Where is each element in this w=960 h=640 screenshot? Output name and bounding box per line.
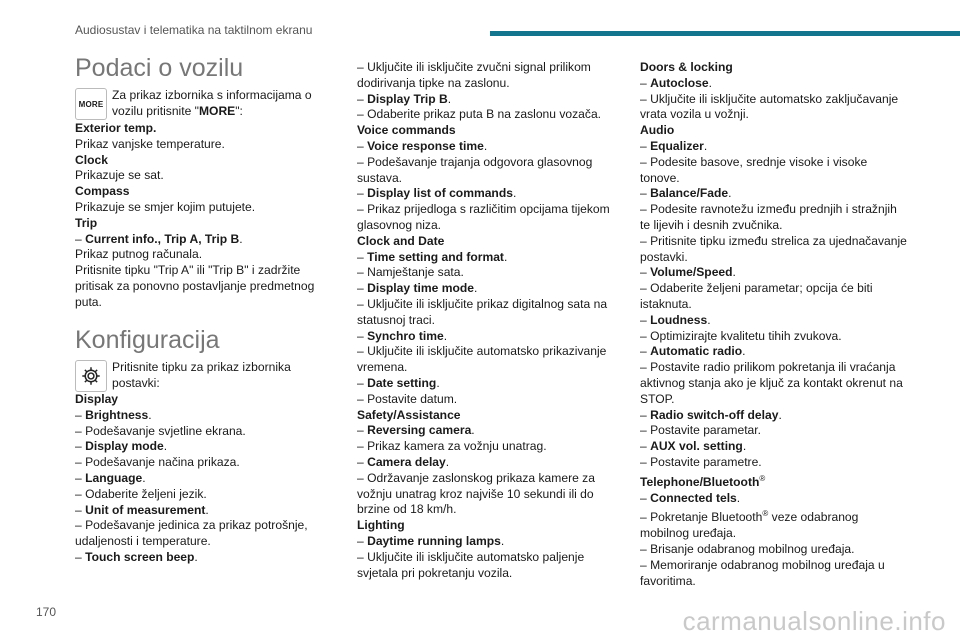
list-item: – Namještanje sata. [357, 265, 464, 280]
section-title-vehicle-info: Podaci o vozilu [75, 54, 244, 82]
list-item: – Voice response time. [357, 138, 488, 153]
list-item: Prikazuje se smjer kojim putujete. [75, 199, 256, 214]
more-icon-label: MORE [78, 99, 104, 109]
section-title-configuration: Konfiguracija [75, 326, 220, 354]
list-item: – Brisanje odabranog mobilnog uređaja. [640, 541, 855, 556]
gear-icon [75, 360, 107, 392]
running-header: Audiosustav i telematika na taktilnom ekranu [75, 23, 313, 37]
page-number: 170 [36, 605, 57, 619]
list-item: – Postavite parametar. [640, 423, 762, 438]
list-item: – Podesite basove, srednje visoke i visoke tonove. [640, 154, 868, 185]
subheading: Telephone/Bluetooth® [640, 473, 766, 489]
subheading: Compass [75, 184, 130, 199]
list-item: – Balance/Fade. [640, 186, 732, 201]
list-item: – Loudness. [640, 312, 711, 327]
list-item: – Camera delay. [357, 454, 450, 469]
list-item: – Radio switch-off delay. [640, 407, 782, 422]
subheading: Voice commands [357, 123, 456, 138]
list-item: – Odaberite željeni jezik. [75, 486, 207, 501]
list-item: – Automatic radio. [640, 344, 746, 359]
list-item: Pritisnite tipku "Trip A" ili "Trip B" i zadržite pritisak za ponovno postavljanje predmetnog puta. [75, 263, 315, 309]
list-item: – Postavite parametre. [640, 454, 762, 469]
list-item: – Display list of commands. [357, 186, 517, 201]
list-item: – Podešavanje trajanja odgovora glasovnog sustava. [357, 154, 593, 185]
list-item: – Odaberite prikaz puta B na zaslonu vozača. [357, 107, 602, 122]
list-item: – Volume/Speed. [640, 265, 736, 280]
subheading: Display [75, 392, 119, 406]
subheading: Exterior temp. [75, 121, 157, 135]
subheading: Clock and Date [357, 233, 445, 248]
more-icon [75, 88, 107, 120]
list-item: – Display time mode. [357, 281, 478, 296]
subheading: Safety/Assistance [357, 407, 461, 422]
list-item: – Prikaz kamera za vožnju unatrag. [357, 439, 547, 454]
list-item: – Podešavanje svjetline ekrana. [75, 423, 246, 438]
list-item: – Display Trip B. [357, 91, 452, 106]
list-item: – Display mode. [75, 439, 168, 454]
list-item: – Postavite datum. [357, 391, 458, 406]
list-item: – Current info., Trip A, Trip B. [75, 231, 243, 246]
list-item: – Prikaz prijedloga s različitim opcijama tijekom glasovnog niza. [357, 202, 610, 232]
list-item: – Održavanje zaslonskog prikaza kamere za vožnju unatrag kroz najviše 10 sekundi ili do brzine od 18 km/h. [357, 470, 595, 517]
list-item: – Odaberite željeni parametar; opcija će biti istaknuta. [640, 281, 873, 311]
list-item: – Touch screen beep. [75, 549, 198, 564]
column-3-list [640, 60, 908, 589]
column-2-list [357, 60, 617, 581]
subheading: Lighting [357, 518, 405, 533]
list-item: – Date setting. [357, 375, 440, 390]
list-item: – Uključite ili isključite automatsko prikazivanje vremena. [357, 344, 607, 375]
list-item: – Autoclose. [640, 75, 712, 90]
list-item: – Uključite ili isključite prikaz digitalnog sata na statusnoj traci. [357, 296, 608, 327]
list-item: – Memoriranje odabranog mobilnog uređaja u favoritima. [640, 557, 885, 588]
list-item: Prikaz putnog računala. [75, 247, 203, 262]
subheading: Trip [75, 215, 98, 230]
list-item: – Daytime running lamps. [357, 533, 505, 548]
configuration-list [75, 392, 325, 566]
configuration-intro [75, 360, 325, 394]
list-item: – Uključite ili isključite zvučni signal prilikom dodirivanja tipke na zaslonu. [357, 60, 591, 90]
list-item: – Brightness. [75, 407, 152, 422]
subheading: Audio [640, 123, 675, 138]
vehicle-info-list [75, 121, 325, 311]
watermark: carmanualsonline.info [682, 606, 946, 636]
list-item: Prikazuje se sat. [75, 168, 164, 183]
subheading: Doors & locking [640, 60, 733, 74]
list-item: – Unit of measurement. [75, 502, 209, 517]
list-item: – Language. [75, 470, 146, 485]
list-item: Prikaz vanjske temperature. [75, 136, 225, 151]
vehicle-info-intro-text: Za prikaz izbornika s informacijama o vozilu pritisnite "MORE": [112, 88, 312, 118]
list-item: – Optimizirajte kvalitetu tihih zvukova. [640, 328, 842, 343]
list-item: – Pritisnite tipku između strelica za ujednačavanje postavki. [640, 233, 907, 264]
list-item: – Podešavanje jedinica za prikaz potrošnje, udaljenosti i temperature. [75, 518, 308, 549]
list-item: – Uključite ili isključite automatsko paljenje svjetala pri pokretanju vozila. [357, 549, 585, 580]
list-item: – Postavite radio prilikom pokretanja ili vraćanja aktivnog stanja ako je ključ za kontakt okrenut na STOP. [640, 360, 903, 406]
header-accent-bar [490, 31, 960, 36]
list-item: – Uključite ili isključite automatsko zaključavanje vrata vozila u vožnji. [640, 91, 899, 122]
vehicle-info-intro [75, 88, 325, 122]
list-item: – Time setting and format. [357, 249, 508, 264]
list-item: – Equalizer. [640, 138, 708, 153]
list-item: – Connected tels. [640, 490, 741, 505]
list-item: – AUX vol. setting. [640, 439, 747, 454]
list-item: – Pokretanje Bluetooth® veze odabranog mobilnog uređaja. [640, 509, 859, 541]
subheading: Clock [75, 152, 108, 167]
list-item: – Podesite ravnotežu između prednjih i stražnjih te lijevih i desnih zvučnika. [640, 202, 897, 232]
list-item: – Reversing camera. [357, 423, 475, 438]
configuration-intro-text: Pritisnite tipku za prikaz izbornika postavki: [112, 360, 291, 390]
list-item: – Podešavanje načina prikaza. [75, 455, 240, 470]
list-item: – Synchro time. [357, 328, 448, 343]
